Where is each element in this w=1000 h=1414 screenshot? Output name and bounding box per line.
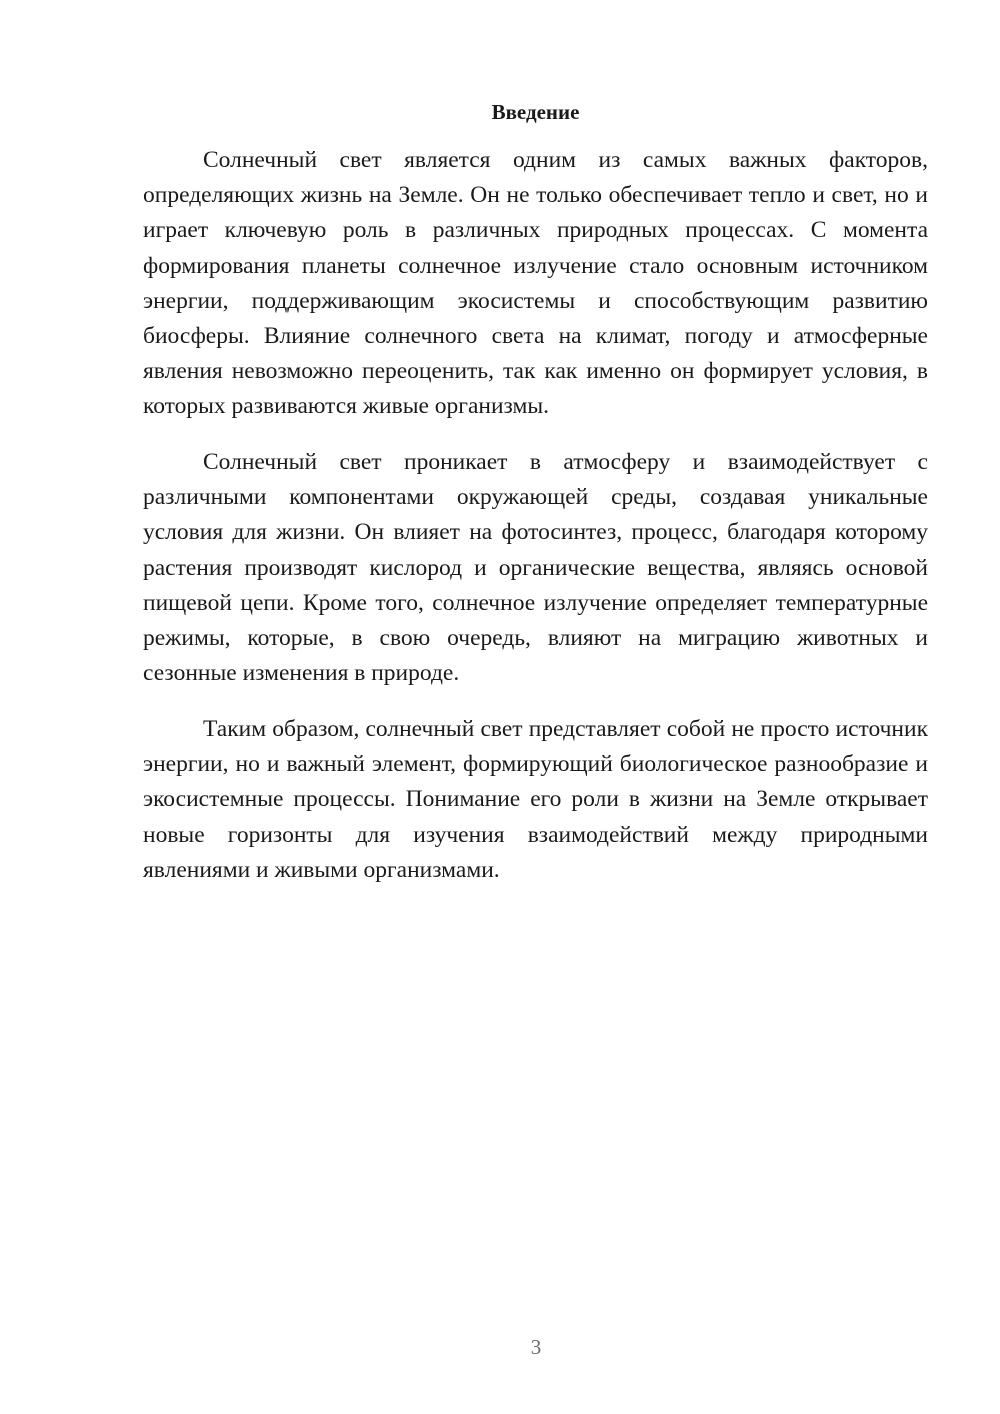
paragraph-1: Солнечный свет является одним из самых важных факторов, определяющих жизнь на Земле. Он не только обеспечивает тепло и свет, но и играет ключевую роль в различных природных процессах. С момента формирования планеты солнечное излучение стало основным источником энергии, поддерживающим экосистемы и способствующим развитию биосферы. Влияние солнечного света на климат, погоду и атмосферные явления невозможно переоценить, так как именно он формирует условия, в которых развиваются живые организмы. — [143, 147, 928, 420]
paragraph-3: Таким образом, солнечный свет представляет собой не просто источник энергии, но и важный элемент, формирующий биологическое разнообразие и экосистемные процессы. Понимание его роли в жизни на Земле открывает новые горизонты для изучения взаимодействий между природными явлениями и живыми организмами. — [143, 716, 928, 883]
page-number: 3 — [530, 1335, 542, 1359]
section-heading: Введение — [491, 100, 580, 124]
paragraph-2: Солнечный свет проникает в атмосферу и взаимодействует с различными компонентами окружающей среды, создавая уникальные условия для жизни. Он влияет на фотосинтез, процесс, благодаря которому растения производят кислород и органические вещества, являясь основой пищевой цепи. Кроме того, солнечное излучение определяет температурные режимы, которые, в свою очередь, влияют на миграцию животных и сезонные изменения в природе. — [143, 449, 928, 687]
